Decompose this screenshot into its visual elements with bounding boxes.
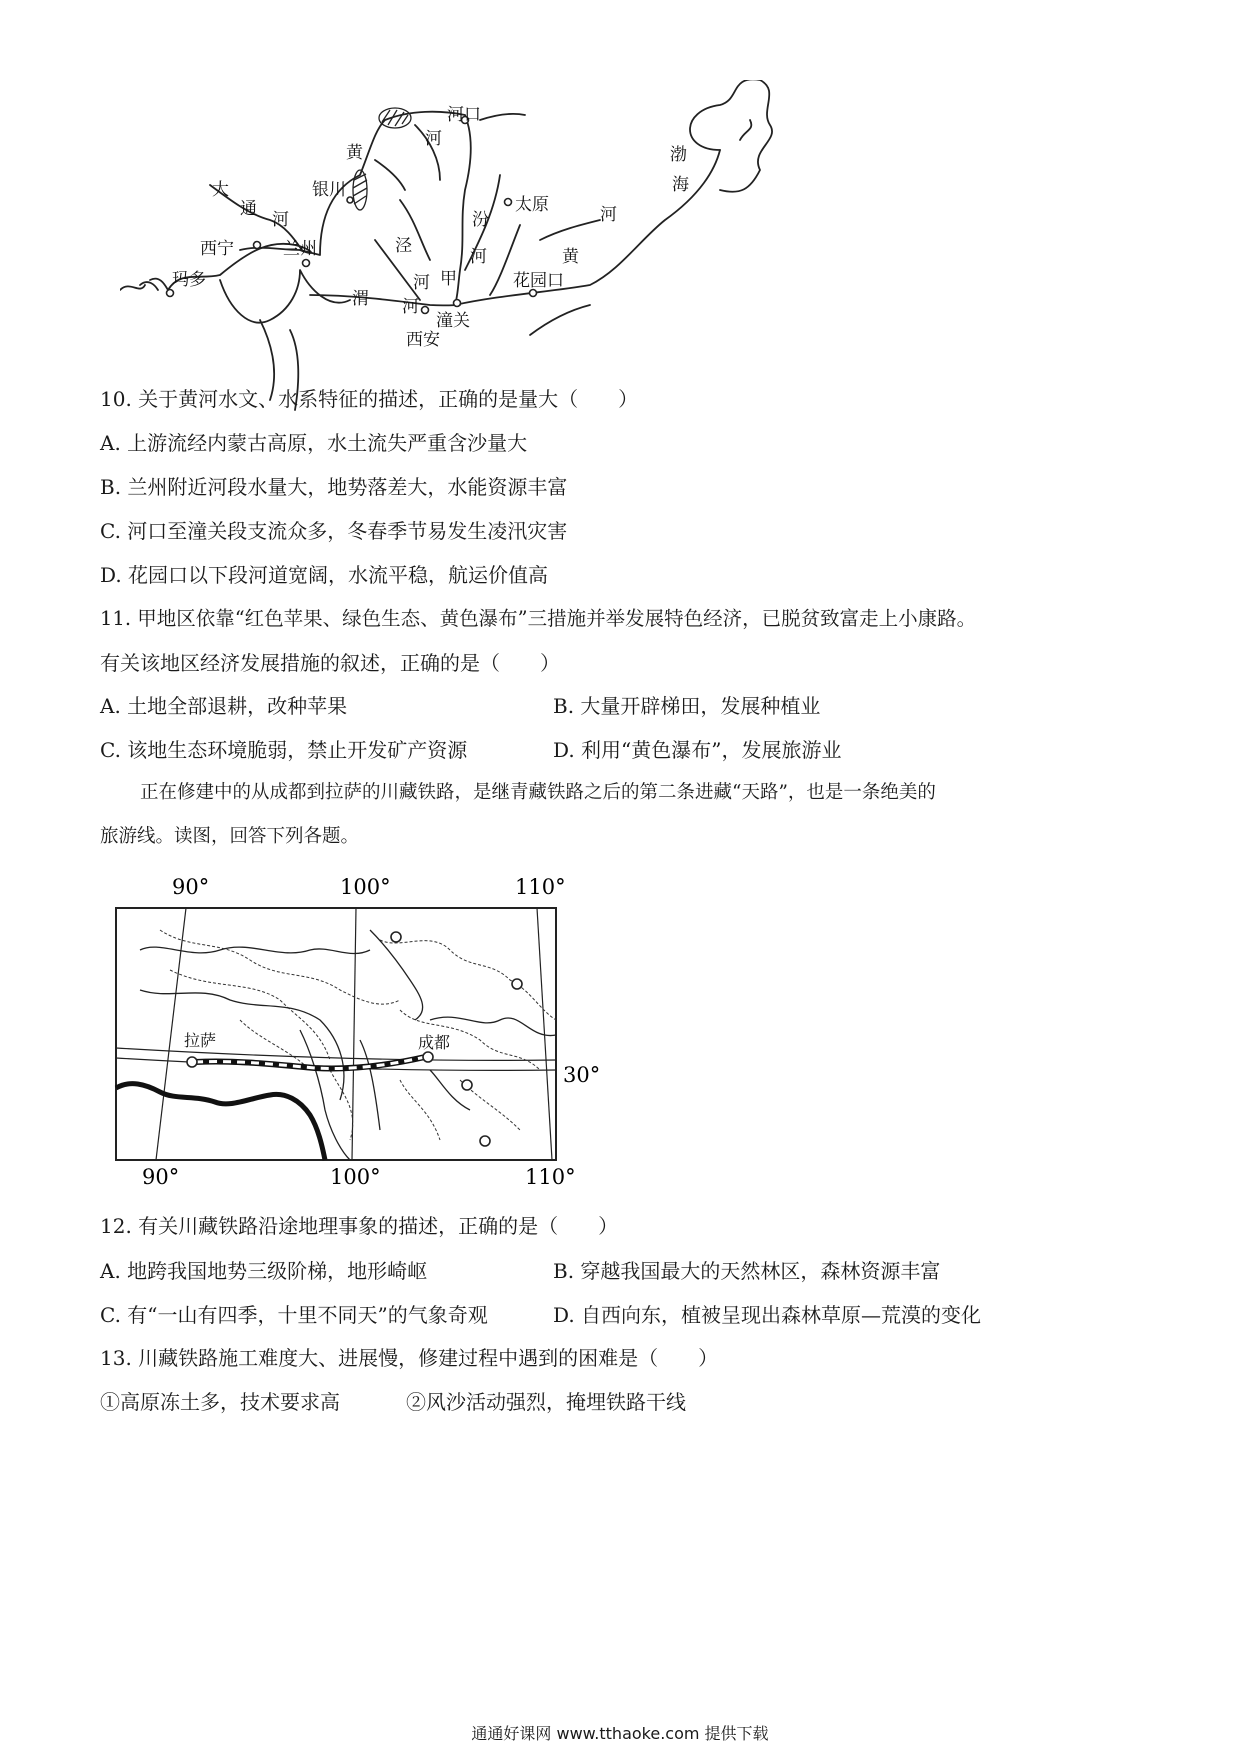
q11-option-d: D. 利用“黄色瀑布”，发展旅游业 [553,738,842,762]
q11-option-b: B. 大量开辟梯田，发展种植业 [553,694,821,718]
label-bottom-100: 100° [330,1165,381,1189]
q11-stem-line1: 11. 甲地区依靠“红色苹果、绿色生态、黄色瀑布”三措施并举发展特色经济，已脱贫致富走上小康路。 [100,607,977,630]
sichuan-tibet-railway-map [100,870,620,1190]
q11-option-c: C. 该地生态环境脆弱，禁止开发矿产资源 [100,738,468,762]
q10-option-b: B. 兰州附近河段水量大，地势落差大，水能资源丰富 [100,475,568,499]
q13-option-2: ②风沙活动强烈，掩埋铁路干线 [406,1390,686,1414]
yellow-river-map [120,80,780,420]
label-jia: 甲 [440,269,457,289]
label-tongguan: 潼关 [436,311,470,331]
q12-option-c: C. 有“一山有四季，十里不同天”的气象奇观 [100,1303,488,1327]
label-lat-30: 30° [563,1063,601,1087]
label-lanzhou: 兰州 [283,239,317,259]
label-tong: 通 [240,199,257,219]
q11-option-a: A. 土地全部退耕，改种苹果 [100,694,348,718]
label-chengdu: 成都 [418,1033,451,1052]
label-huayuankou: 花园口 [513,271,564,291]
label-huang-top: 黄 [346,143,363,163]
national-border [116,1084,325,1160]
city-dot-east [462,1080,472,1090]
q13-option-1: ①高原冻土多，技术要求高 [100,1390,340,1414]
lanzhou-dot [303,260,310,267]
label-xian: 西安 [406,330,440,350]
label-he-wei: 河 [402,297,419,317]
label-lasa: 拉萨 [184,1031,217,1050]
q10-option-c: C. 河口至潼关段支流众多，冬春季节易发生凌汛灾害 [100,519,568,543]
label-he-datong: 河 [272,210,289,230]
yinchuan-dot [347,197,353,203]
q11-stem-line2: 有关该地区经济发展措施的叙述，正确的是（ ） [100,651,560,675]
bohai-coast [690,80,772,192]
label-he-top: 河 [425,129,442,149]
label-top-90: 90° [172,875,210,899]
xining-dot [254,242,261,249]
label-huang-east: 黄 [562,247,579,267]
chengdu-dot [423,1052,433,1062]
q10-option-d: D. 花园口以下段河道宽阔，水流平稳，航运价值高 [100,563,549,587]
q13-stem: 13. 川藏铁路施工难度大、进展慢，修建过程中遇到的困难是（ ） [100,1346,719,1370]
label-bohai-bo: 渤 [670,145,687,165]
q12-option-a: A. 地跨我国地势三级阶梯，地形崎岖 [100,1259,428,1283]
city-dot-southeast [480,1136,490,1146]
label-top-100: 100° [340,875,391,899]
label-taiyuan: 太原 [515,195,549,215]
maduo-dot [167,290,174,297]
lasa-dot [187,1057,197,1067]
q12-option-b: B. 穿越我国最大的天然林区，森林资源丰富 [553,1259,941,1283]
passage-line2: 旅游线。读图，回答下列各题。 [100,826,360,847]
label-he-east: 河 [600,205,617,225]
label-da: 大 [212,180,229,200]
footer-watermark[interactable]: 通通好课网 www.tthaoke.com 提供下载 [471,1724,769,1743]
label-hekou: 河口 [447,105,481,125]
city-dot-northeast [512,979,522,989]
label-fen: 汾 [472,210,489,230]
label-maduo: 玛多 [172,270,206,290]
label-he-jing: 河 [413,273,430,293]
label-bottom-110: 110° [525,1165,576,1189]
q12-option-d: D. 自西向东，植被呈现出森林草原—荒漠的变化 [553,1303,982,1327]
label-xining: 西宁 [200,239,234,259]
tongguan-dot [454,300,461,307]
q10-stem: 10. 关于黄河水文、水系特征的描述，正确的是量大（ ） [100,387,639,411]
q12-stem: 12. 有关川藏铁路沿途地理事象的描述，正确的是（ ） [100,1214,619,1238]
q10-option-a: A. 上游流经内蒙古高原，水土流失严重含沙量大 [100,431,528,455]
passage-line1: 正在修建中的从成都到拉萨的川藏铁路，是继青藏铁路之后的第二条进藏“天路”，也是一条绝美的 [140,782,936,803]
label-yinchuan: 银川 [312,180,346,200]
label-bottom-90: 90° [142,1165,180,1189]
city-dot-north [391,932,401,942]
label-bohai-hai: 海 [672,175,689,195]
label-jing: 泾 [395,236,412,256]
label-top-110: 110° [515,875,566,899]
wei-river [310,295,460,305]
label-wei: 渭 [352,289,369,309]
meridian-90 [156,908,186,1160]
xian-dot [422,307,429,314]
taiyuan-dot [505,199,512,206]
label-he-fen: 河 [470,247,487,267]
